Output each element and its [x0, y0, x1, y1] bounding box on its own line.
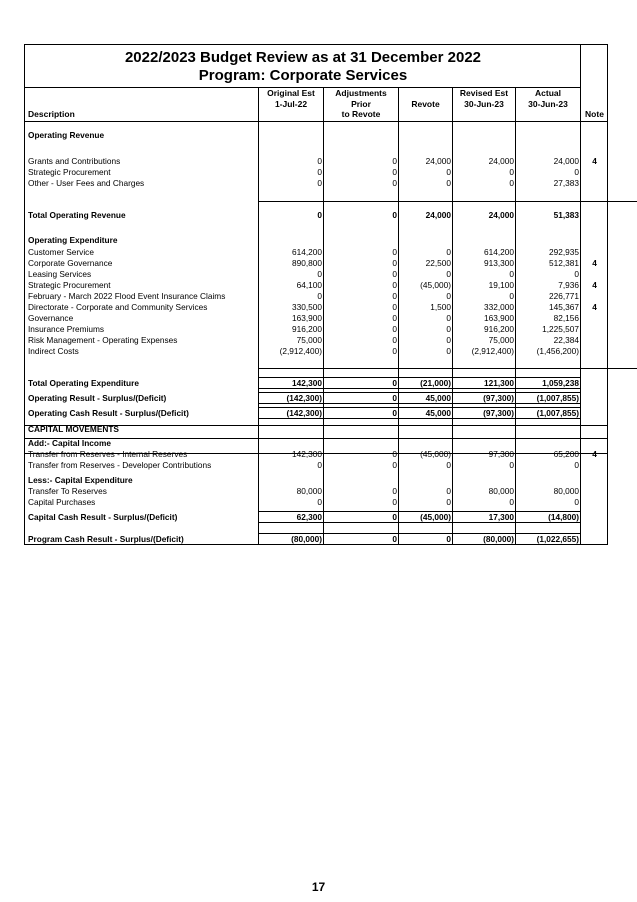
- total-box: [452, 407, 516, 419]
- row-original-value: 142,300: [292, 378, 322, 388]
- row-revised-value: 0: [509, 178, 514, 188]
- row-adjust-value: 0: [392, 512, 397, 522]
- row-actual-value: 27,383: [553, 178, 579, 188]
- header-revised-line1: Revised Est: [459, 88, 509, 98]
- total-box: [515, 511, 581, 523]
- row-description: Indirect Costs: [28, 346, 79, 356]
- row-revote-value: 0: [446, 486, 451, 496]
- row-revised-value: 0: [509, 269, 514, 279]
- total-box: [452, 392, 516, 404]
- row-original-value: 614,200: [292, 247, 322, 257]
- row-actual-value: 0: [574, 167, 579, 177]
- row-adjust-value: 0: [392, 534, 397, 544]
- row-actual-value: (1,007,855): [536, 408, 579, 418]
- row-adjust-value: 0: [392, 167, 397, 177]
- row-adjust-value: 0: [392, 335, 397, 345]
- row-adjust-value: 0: [392, 460, 397, 470]
- row-description: Other - User Fees and Charges: [28, 178, 145, 188]
- row-revised-value: 24,000: [488, 210, 514, 220]
- row-revised-value: (2,912,400): [471, 346, 514, 356]
- header-adjustments-line1: Adjustments: [335, 88, 387, 98]
- row-revised-value: 0: [509, 497, 514, 507]
- row-note: 4: [592, 280, 597, 290]
- row-description: Operating Revenue: [28, 130, 105, 140]
- page-number: 17: [311, 880, 326, 894]
- row-original-value: 0: [317, 167, 322, 177]
- row-note: 4: [592, 449, 597, 459]
- row-actual-value: (14,800): [548, 512, 579, 522]
- row-description: Directorate - Corporate and Community Services: [28, 302, 208, 312]
- row-actual-value: 7,936: [558, 280, 579, 290]
- row-description: Operating Cash Result - Surplus/(Deficit): [28, 408, 189, 418]
- header-note: Note: [585, 109, 604, 119]
- row-revised-value: 332,000: [484, 302, 514, 312]
- row-adjust-value: 0: [392, 210, 397, 220]
- row-description: Transfer from Reserves - Developer Contributions: [28, 460, 212, 470]
- row-original-value: 142,300: [292, 449, 322, 459]
- row-description: Less:- Capital Expenditure: [28, 475, 133, 485]
- row-revised-value: 97,300: [488, 449, 514, 459]
- row-actual-value: 1,225,507: [542, 324, 579, 334]
- row-adjust-value: 0: [392, 178, 397, 188]
- row-revised-value: 0: [509, 460, 514, 470]
- row-revote-value: 0: [446, 247, 451, 257]
- row-adjust-value: 0: [392, 280, 397, 290]
- row-revised-value: 916,200: [484, 324, 514, 334]
- row-original-value: 0: [317, 178, 322, 188]
- header-adjustments: [324, 88, 398, 120]
- header-actual: [516, 88, 580, 109]
- row-original-value: 62,300: [296, 512, 322, 522]
- row-description: Total Operating Expenditure: [28, 378, 139, 388]
- row-original-value: 890,800: [292, 258, 322, 268]
- row-description: Risk Management - Operating Expenses: [28, 335, 178, 345]
- row-note: 4: [592, 156, 597, 166]
- row-revote-value: 0: [446, 534, 451, 544]
- row-revote-value: 45,000: [425, 408, 451, 418]
- row-original-value: 75,000: [296, 335, 322, 345]
- row-original-value: 0: [317, 210, 322, 220]
- row-revote-value: 24,000: [425, 210, 451, 220]
- total-box: [323, 533, 399, 545]
- total-box: [323, 377, 399, 389]
- total-box: [258, 533, 324, 545]
- row-original-value: 0: [317, 497, 322, 507]
- row-description: Grants and Contributions: [28, 156, 121, 166]
- row-description: Customer Service: [28, 247, 94, 257]
- row-actual-value: 82,156: [553, 313, 579, 323]
- row-description: February - March 2022 Flood Event Insurance Claims: [28, 291, 226, 301]
- row-revote-value: 0: [446, 324, 451, 334]
- row-actual-value: 22,384: [553, 335, 579, 345]
- row-adjust-value: 0: [392, 269, 397, 279]
- row-actual-value: 24,000: [553, 156, 579, 166]
- row-actual-value: 65,200: [553, 449, 579, 459]
- header-revised: [453, 88, 515, 109]
- row-revote-value: (21,000): [420, 378, 451, 388]
- row-description: Program Cash Result - Surplus/(Deficit): [28, 534, 184, 544]
- row-revote-value: 0: [446, 313, 451, 323]
- row-adjust-value: 0: [392, 324, 397, 334]
- row-revised-value: 75,000: [488, 335, 514, 345]
- row-revised-value: 0: [509, 291, 514, 301]
- row-revote-value: (45,000): [420, 512, 451, 522]
- header-bottom-line: [25, 121, 607, 122]
- row-description: Operating Expenditure: [28, 235, 118, 245]
- total-box: [323, 511, 399, 523]
- header-original: [259, 88, 323, 109]
- total-box: [515, 377, 581, 389]
- header-actual-line1: Actual: [535, 88, 561, 98]
- header-original-line2: 1-Jul-22: [274, 98, 308, 109]
- total-box: [452, 533, 516, 545]
- row-note: 4: [592, 258, 597, 268]
- row-actual-value: (1,007,855): [536, 393, 579, 403]
- total-box: [398, 377, 453, 389]
- rule: [258, 201, 637, 202]
- row-actual-value: 292,935: [549, 247, 579, 257]
- total-box: [398, 407, 453, 419]
- row-description: Transfer from Reserves - Internal Reserves: [28, 449, 188, 459]
- header-adjustments-line2: Prior: [351, 98, 371, 109]
- row-revote-value: 0: [446, 335, 451, 345]
- row-adjust-value: 0: [392, 378, 397, 388]
- row-adjust-value: 0: [392, 393, 397, 403]
- row-description: Capital Purchases: [28, 497, 96, 507]
- row-description: Total Operating Revenue: [28, 210, 126, 220]
- row-actual-value: (1,022,655): [536, 534, 579, 544]
- budget-sheet: [24, 44, 608, 545]
- row-adjust-value: 0: [392, 156, 397, 166]
- row-original-value: (142,300): [286, 393, 322, 403]
- row-revised-value: (97,300): [483, 408, 514, 418]
- row-note: 4: [592, 302, 597, 312]
- row-adjust-value: 0: [392, 247, 397, 257]
- row-adjust-value: 0: [392, 497, 397, 507]
- header-revote-label: Revote: [411, 99, 440, 109]
- row-description: Insurance Premiums: [28, 324, 105, 334]
- row-revote-value: 0: [446, 460, 451, 470]
- row-revote-value: 0: [446, 178, 451, 188]
- total-box: [323, 392, 399, 404]
- row-revised-value: 121,300: [484, 378, 514, 388]
- row-description: Corporate Governance: [28, 258, 113, 268]
- row-revised-value: 0: [509, 167, 514, 177]
- row-revote-value: 0: [446, 291, 451, 301]
- rule: [25, 438, 607, 439]
- row-adjust-value: 0: [392, 408, 397, 418]
- program-title: Program: Corporate Services: [198, 67, 408, 84]
- total-box: [258, 392, 324, 404]
- row-original-value: 330,500: [292, 302, 322, 312]
- row-revote-value: (45,000): [420, 449, 451, 459]
- row-original-value: 64,100: [296, 280, 322, 290]
- row-original-value: 0: [317, 460, 322, 470]
- row-original-value: 163,900: [292, 313, 322, 323]
- report-title: 2022/2023 Budget Review as at 31 December 2022: [124, 49, 482, 66]
- header-actual-line2: 30-Jun-23: [528, 98, 568, 109]
- row-original-value: (80,000): [291, 534, 322, 544]
- total-box: [452, 377, 516, 389]
- row-revote-value: 22,500: [425, 258, 451, 268]
- total-box: [398, 392, 453, 404]
- row-adjust-value: 0: [392, 258, 397, 268]
- row-description: Strategic Procurement: [28, 167, 111, 177]
- row-adjust-value: 0: [392, 313, 397, 323]
- row-adjust-value: 0: [392, 302, 397, 312]
- total-box: [398, 533, 453, 545]
- row-revised-value: 17,300: [488, 512, 514, 522]
- row-revised-value: (80,000): [483, 534, 514, 544]
- row-revised-value: 19,100: [488, 280, 514, 290]
- col-divider: [580, 45, 581, 544]
- row-actual-value: 145,367: [549, 302, 579, 312]
- total-box: [258, 407, 324, 419]
- row-description: Governance: [28, 313, 74, 323]
- row-actual-value: 512,381: [549, 258, 579, 268]
- row-description: Operating Result - Surplus/(Deficit): [28, 393, 167, 403]
- row-description: Capital Cash Result - Surplus/(Deficit): [28, 512, 178, 522]
- header-revote: [399, 99, 452, 110]
- row-original-value: 916,200: [292, 324, 322, 334]
- total-box: [258, 511, 324, 523]
- row-revote-value: 24,000: [425, 156, 451, 166]
- header-revised-line2: 30-Jun-23: [464, 98, 504, 109]
- row-actual-value: (1,456,200): [536, 346, 579, 356]
- row-description: Strategic Procurement: [28, 280, 111, 290]
- row-original-value: (2,912,400): [279, 346, 322, 356]
- row-original-value: (142,300): [286, 408, 322, 418]
- total-box: [515, 392, 581, 404]
- row-actual-value: 1,059,238: [542, 378, 579, 388]
- row-actual-value: 80,000: [553, 486, 579, 496]
- row-revised-value: (97,300): [483, 393, 514, 403]
- row-adjust-value: 0: [392, 346, 397, 356]
- row-revote-value: 45,000: [425, 393, 451, 403]
- row-adjust-value: 0: [392, 449, 397, 459]
- row-revised-value: 163,900: [484, 313, 514, 323]
- row-original-value: 0: [317, 269, 322, 279]
- header-description: Description: [28, 109, 75, 119]
- row-description: Add:- Capital Income: [28, 438, 111, 448]
- row-revised-value: 80,000: [488, 486, 514, 496]
- row-revote-value: 1,500: [430, 302, 451, 312]
- total-box: [323, 407, 399, 419]
- row-revised-value: 24,000: [488, 156, 514, 166]
- row-revote-value: (45,000): [420, 280, 451, 290]
- total-box: [515, 407, 581, 419]
- row-original-value: 0: [317, 156, 322, 166]
- total-box: [515, 533, 581, 545]
- row-revised-value: 913,300: [484, 258, 514, 268]
- row-description: Leasing Services: [28, 269, 92, 279]
- row-adjust-value: 0: [392, 291, 397, 301]
- total-box: [258, 377, 324, 389]
- rule: [258, 368, 637, 369]
- row-description: CAPITAL MOVEMENTS: [28, 424, 119, 434]
- row-revote-value: 0: [446, 497, 451, 507]
- header-original-line1: Original Est: [267, 88, 315, 98]
- row-actual-value: 0: [574, 269, 579, 279]
- row-description: Transfer To Reserves: [28, 486, 107, 496]
- row-adjust-value: 0: [392, 486, 397, 496]
- row-revote-value: 0: [446, 167, 451, 177]
- row-actual-value: 0: [574, 497, 579, 507]
- row-actual-value: 51,383: [553, 210, 579, 220]
- row-revote-value: 0: [446, 269, 451, 279]
- row-actual-value: 226,771: [549, 291, 579, 301]
- header-adjustments-line3: to Revote: [341, 109, 381, 119]
- row-revised-value: 614,200: [484, 247, 514, 257]
- row-actual-value: 0: [574, 460, 579, 470]
- total-box: [398, 511, 453, 523]
- row-revote-value: 0: [446, 346, 451, 356]
- total-box: [452, 511, 516, 523]
- row-original-value: 0: [317, 291, 322, 301]
- row-original-value: 80,000: [296, 486, 322, 496]
